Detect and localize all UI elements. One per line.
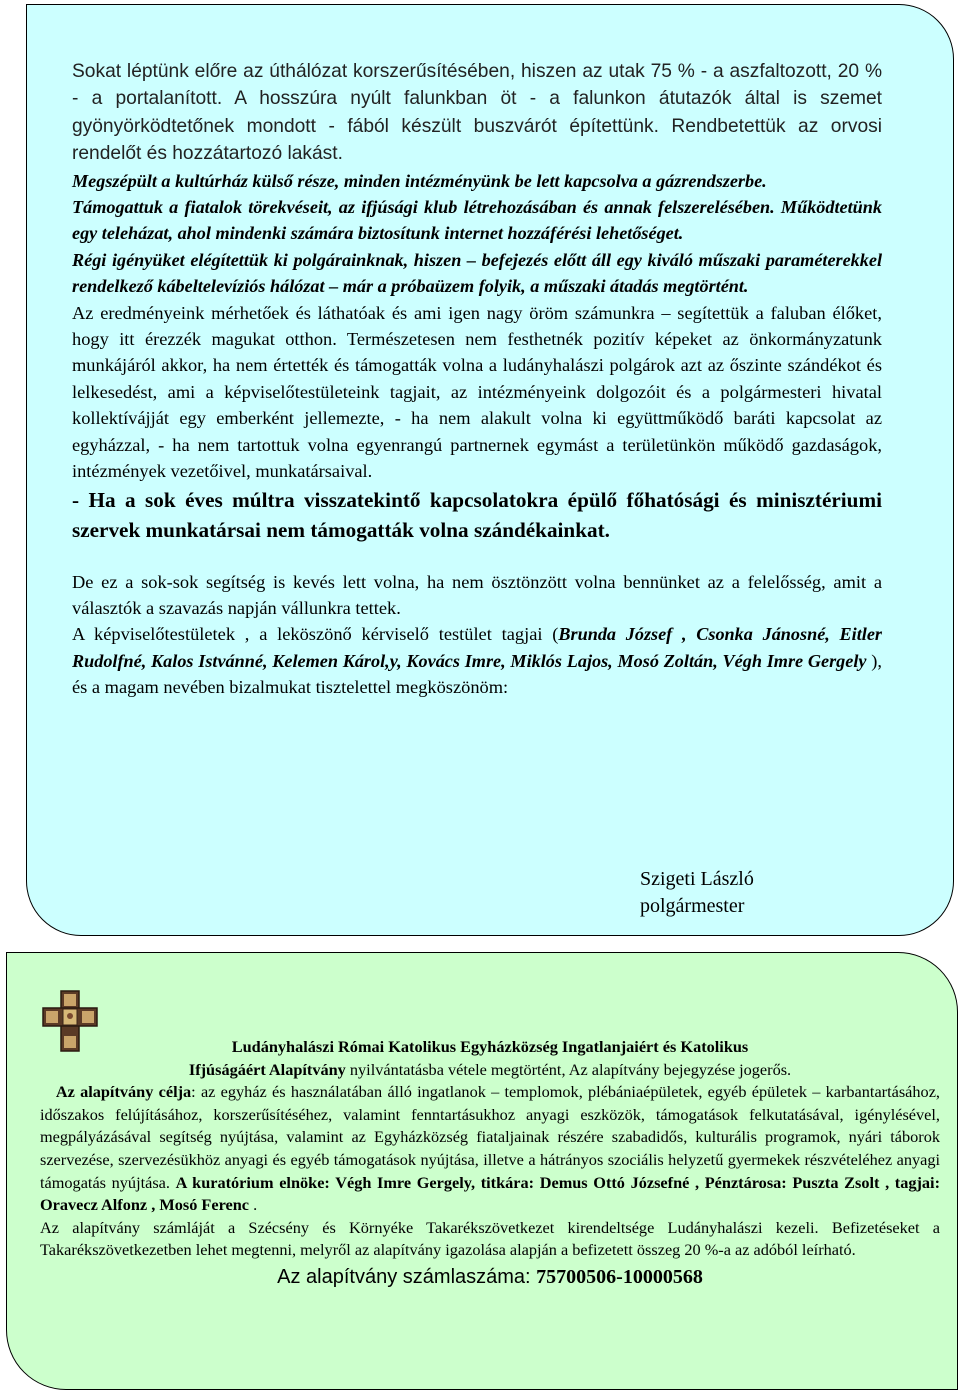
signature-title: polgármester [640, 895, 745, 917]
foundation-aim: Az alapítvány célja: az egyház és használatában álló ingatlanok – templomok, plébániaépületek, egyéb épületek – karbantartásához, időszakos felújításához, korszerűsítéséhez, valamint fenntartásukhoz anyagi eszközök, támogatások felkutatásával, igénylésével, megpályázásával segítség nyújtása, valamint az Egyházközség fiataljainak részére szabadidős, kulturális programok, nyári táborok szervezése, szervezésükhöz anyagi és egyéb támogatások nyújtása, illetve a hátrányos szociális helyzetű gyermekek részvételéhez anyagi támogatás nyújtása. A kuratórium elnöke: Végh Imre Gergely, titkára: Demus Ottó Józsefné , Pénztárosa: Puszta Zsolt , tagjai: Oravecz Alfonz , Mosó Ferenc . [40, 1082, 940, 1215]
paragraph-thanks: A képviselőtestületek , a leköszönő kérviselő testület tagjai (Brunda József , Csonka Jánosné, Eitler Rudolfné, Kalos Istvánné, Kelemen Károl,y, Kovács Imre, Miklós Lajos, Mosó Zoltán, Végh Imre Gergely ), és a magam nevében bizalmukat tisztelettel megköszönöm: [72, 624, 882, 698]
paragraph-youth: Támogattuk a fiatalok törekvéseit, az ifjúsági klub létrehozásában és annak felszerelésében. Működtetünk egy teleházat, ahol mindenki számára biztosítunk internet hozzáférési lehetőséget. [72, 197, 882, 244]
foundation-info [40, 1036, 940, 1289]
paragraph-results: Az eredményeink mérhetőek és láthatóak és ami igen nagy öröm számunkra – segítettük a faluban élőket, hogy itt érezzék magukat otthon. Természetesen nem festhetnék pozitív képeket az önkormányzatunk munkájáról akkor, ha nem értették és támogatták volna a ludányhalászi polgárok azt az őszinte szándékot és lelkesedést, ami a képviselőtestületeink tagjait, az intézményeink dolgozóit és a polgármesteri hivatal kollektívájját egy emberként jellemezte, - ha nem alakult volna ki együttműködő baráti kapcsolat az egyházzal, - ha nem tartottuk volna egyenrangú partnernek egymást a területünkön működő gazdaságok, intézmények vezetőivel, munkatársaival. [72, 302, 882, 482]
signature [640, 866, 754, 920]
foundation-heading: Ludányhalászi Római Katolikus Egyházközség Ingatlanjaiért és Katolikus [231, 1037, 749, 1056]
signature-name: Szigeti László [640, 868, 754, 890]
paragraph-roads: Sokat léptünk előre az úthálózat korszerűsítésében, hiszen az utak 75 % - a aszfaltozott, 20 % - a portalanított. A hosszúra nyúlt falunkban öt - a falunkon átutazók által is szemet gyönyörködtetőnek mondott - fából készült buszvárót építettünk. Rendbetettük az orvosi rendelőt és hozzátartozó lakást. [72, 61, 882, 165]
council-member-names: Brunda József , Csonka Jánosné, Eitler Rudolfné, Kalos Istvánné, Kelemen Károl,y, Kovács Imre, Miklós Lajos, Mosó Zoltán, Végh Imre Gergely [72, 624, 882, 671]
foundation-account-number: Az alapítvány számlaszáma: 75700506-10000568 [277, 1265, 703, 1288]
paragraph-responsibility: De ez a sok-sok segítség is kevés lett volna, ha nem ösztönzött volna bennünket az a felelősség, amit a választók a szavazás napján vállunkra tettek. [72, 571, 882, 618]
foundation-account-info: Az alapítvány számláját a Szécsény és Környéke Takarékszövetkezet kirendeltsége Ludányhalászi kezeli. Befizetéseket a Takarékszövetkezetben lehet megtenni, melyről az alapítvány igazolása alapján a befizetett összeg 20 %-a az adóból leírható. [40, 1217, 940, 1260]
foundation-board: A kuratórium elnöke: Végh Imre Gergely, titkára: Demus Ottó Józsefné , Pénztárosa: Puszta Zsolt , tagjai: Oravecz Alfonz , Mosó Ferenc [40, 1172, 940, 1215]
paragraph-cable-tv: Régi igényüket elégítettük ki polgárainknak, hiszen – befejezés előtt áll egy kiváló műszaki paraméterekkel rendelkező kábeltelevíziós hálózat – már a próbaüzem folyik, a műszaki átadás megtörtént. [72, 249, 882, 297]
mayor-letter [72, 58, 882, 701]
foundation-registration: Ifjúságáért Alapítvány nyilvántatásba vétele megtörtént, Az alapítvány bejegyzése jogerős. [188, 1059, 792, 1079]
paragraph-culture-house: Megszépült a kultúrház külső része, minden intézményünk be lett kapcsolva a gázrendszerbe. [72, 170, 767, 191]
paragraph-authorities: - Ha a sok éves múltra visszatekintő kapcsolatokra épülő főhatósági és minisztériumi szervek munkatársai nem támogatták volna szándékainkat. [72, 487, 882, 542]
